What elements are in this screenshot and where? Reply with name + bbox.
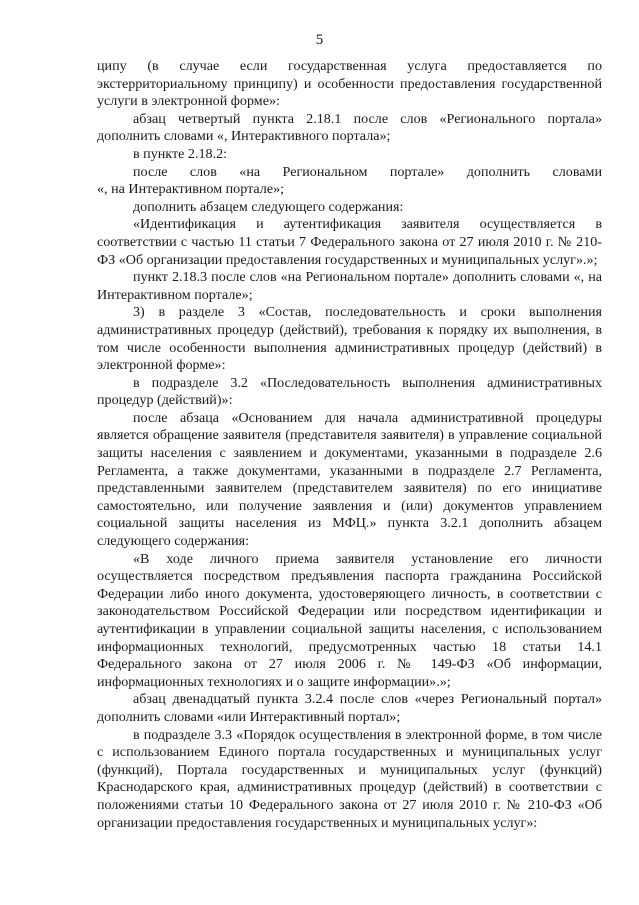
paragraph-subsection-3-2: в подразделе 3.2 «Последовательность выполнения административных процедур (действий)»: [97,374,602,409]
paragraph-after-words-cont: «, на Интерактивном портале»; [97,181,285,198]
paragraph-quote-identification: «Идентификация и аутентификация заявителя осуществляется в соответствии с частью 11 статьи 7 Федерального закона от 27 июля 2010 г. № 210-ФЗ «Об организации предоставления государственных и муниципальных услуг».»; [97,216,602,268]
paragraph-quote-personal-reception: «В ходе личного приема заявителя установление его личности осуществляется посредством предъявления паспорта гражданина Российской Федерации либо иного документа, удостоверяющего личность, в соответствии с законодательством Российской Федерации или посредством идентификации и аутентификации в управлении социальной защиты населения, с использованием информационных технологий, предусмотренных частью 18 статьи 14.1 Федерального закона от 27 июля 2006 г. № 149-ФЗ «Об информации, информационных технологиях и о защите информации».»; [97,550,602,690]
paragraph-after-abzac: после абзаца «Основанием для начала административной процедуры является обращение заявителя (представителя заявителя) в управление социальной защиты населения с заявлением и документами, указанными в подразделе 2.6 Регламента, а также документами, указанными в подразделе 2.7 Регламента, представленными заявителем (представителем заявителя) по его инициативе самостоятельно, или получение заявления и (или) документов управлением социальной защиты населения из МФЦ.» пункта 3.2.1 дополнить абзацем следующего содержания: [97,409,602,550]
paragraph-after-words: после слов «на Региональном портале» дополнить словами [133,163,602,180]
page-number: 5 [315,32,324,48]
paragraph-item-2-18-2: в пункте 2.18.2: [133,145,228,162]
paragraph-subsection-3-3: в подразделе 3.3 «Порядок осуществления в электронной форме, в том числе с использованием Единого портала государственных и муниципальных услуг (функций), Портала государственных и муниципальных услуг (функций) Краснодарского края, административных процедур (действий) в соответствии с положениями статьи 10 Федерального закона от 27 июля 2010 г. № 210-ФЗ «Об организации предоставления государственных и муниципальных услуг»: [97,726,602,831]
paragraph-continuation: ципу (в случае если государственная услуга предоставляется по экстерриториальному принципу) и особенности предоставления государственной услуги в электронной форме»: [97,58,602,110]
paragraph-section-3: 3) в разделе 3 «Состав, последовательность и сроки выполнения административных процедур (действий), требования к порядку их выполнения, в том числе особенности выполнения административных процедур (действий) в электронной форме»: [97,304,602,374]
document-body [97,58,602,832]
paragraph-item-3-2-4: абзац двенадцатый пункта 3.2.4 после слов «через Региональный портал» дополнить словами «или Интерактивный портал»; [97,691,602,725]
paragraph-item-2-18-3: пункт 2.18.3 после слов «на Региональном портале» дополнить словами «, на Интерактивном портале»; [97,269,602,303]
paragraph-add-abzac: дополнить абзацем следующего содержания: [133,198,404,215]
paragraph-amendment-2-18-1: абзац четвертый пункта 2.18.1 после слов «Регионального портала» дополнить словами «, Интерактивного портала»; [97,110,602,145]
